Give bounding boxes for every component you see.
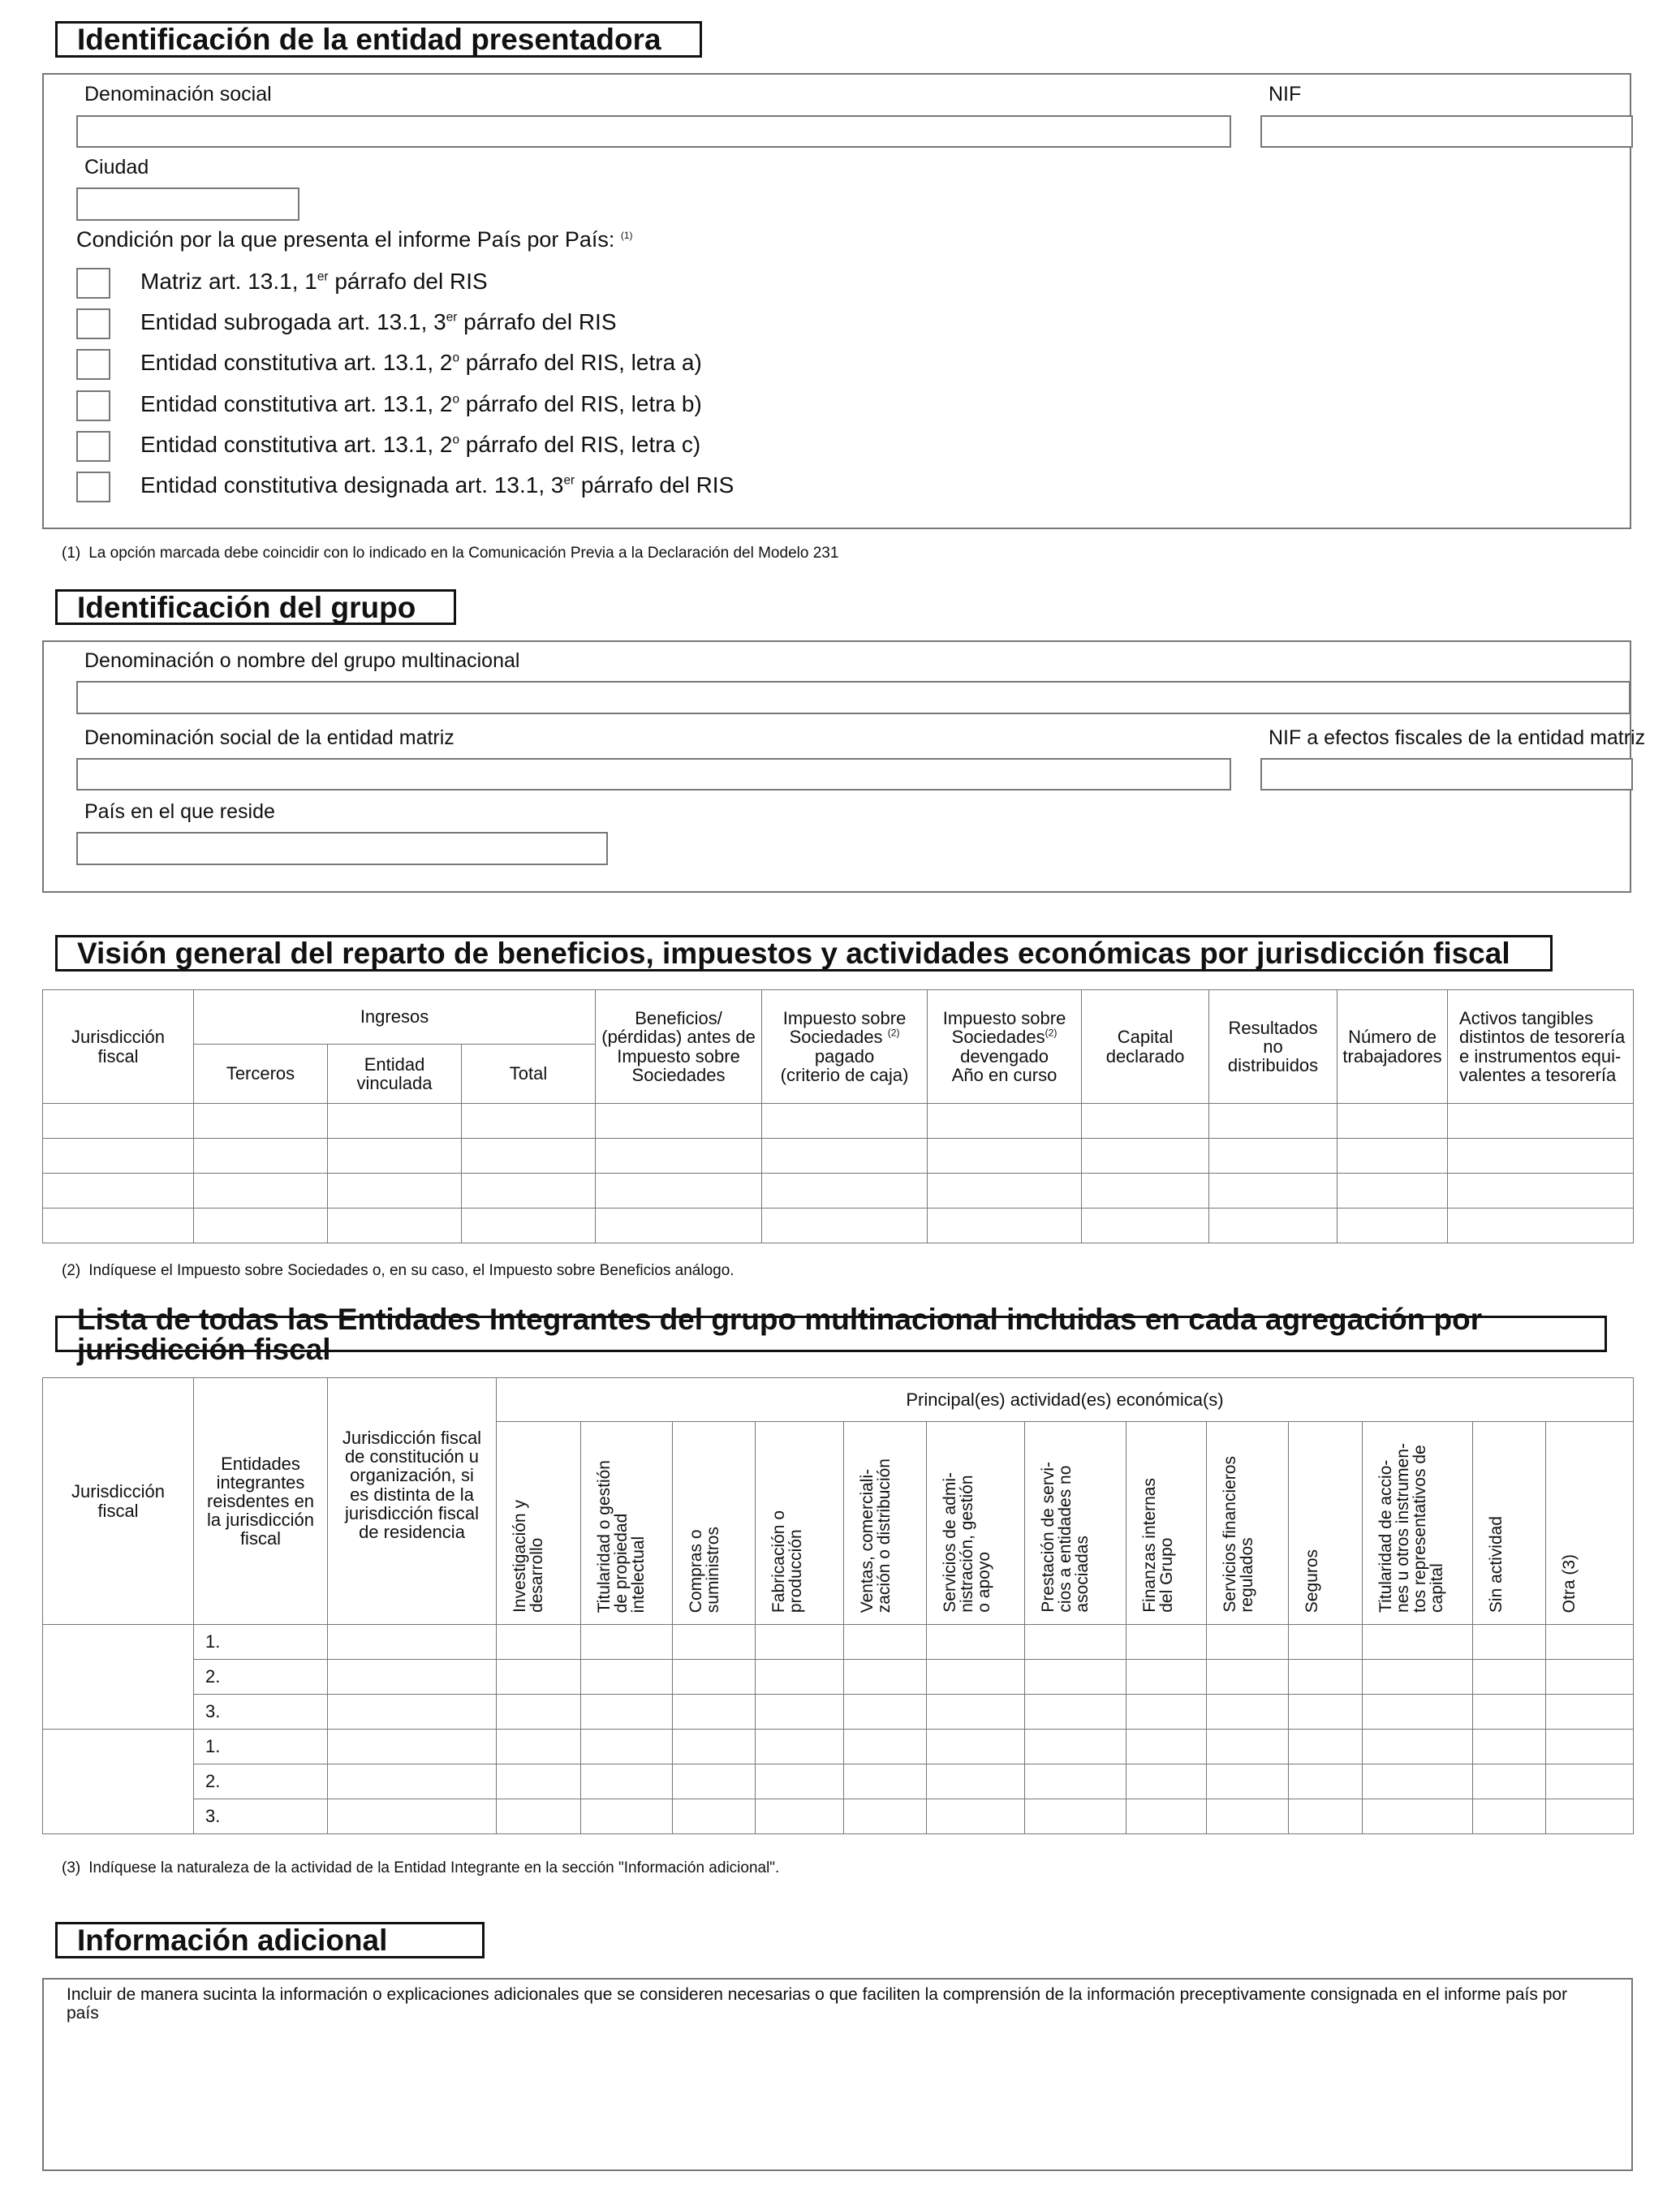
table-cell[interactable] [1025, 1764, 1126, 1799]
condicion-option-sup: o [452, 351, 460, 365]
table-cell[interactable] [1209, 1209, 1338, 1243]
table-cell[interactable] [844, 1799, 927, 1834]
table-cell[interactable] [1209, 1139, 1338, 1174]
table-cell[interactable] [1289, 1660, 1363, 1695]
table-cell[interactable] [1025, 1625, 1126, 1660]
condicion-checkbox[interactable] [76, 268, 110, 299]
footnote-1-text: La opción marcada debe coincidir con lo indicado en la Comunicación Previa a la Declaración del Modelo 231 [88, 545, 839, 562]
col-activity-header [1289, 1422, 1363, 1625]
table-cell[interactable] [581, 1764, 673, 1799]
condicion-checkbox[interactable] [76, 472, 110, 502]
col-activity-label: Fabricación o producción [769, 1510, 805, 1613]
condicion-option-sup: er [317, 269, 329, 284]
table-cell[interactable] [1082, 1209, 1209, 1243]
nif-field[interactable] [1260, 115, 1633, 148]
condicion-option-post: párrafo del RIS, letra b) [459, 391, 702, 416]
condicion-option-post: párrafo del RIS [328, 269, 488, 294]
col-impuesto-pagado-ref: (2) [887, 1028, 900, 1040]
table-cell[interactable] [596, 1104, 762, 1139]
table-cell[interactable] [328, 1104, 462, 1139]
footnote-2 [62, 1262, 734, 1280]
table-cell[interactable] [927, 1695, 1025, 1730]
table-row [43, 1695, 1634, 1730]
section-title-text: Lista de todas las Entidades Integrantes del grupo multinacional incluidas en cada agregación por jurisdicción fiscal [77, 1302, 1483, 1366]
table-cell[interactable] [756, 1625, 844, 1660]
col-activity-header [1126, 1422, 1207, 1625]
table-cell[interactable] [596, 1174, 762, 1209]
table-row [43, 1104, 1634, 1139]
condicion-option-pre: Matriz art. 13.1, 1 [140, 269, 317, 294]
table-row [43, 1174, 1634, 1209]
table-cell[interactable] [1207, 1660, 1289, 1695]
nif-matriz-label: NIF a efectos fiscales de la entidad matriz [1269, 726, 1646, 749]
col-total: Total [462, 1045, 596, 1104]
table-cell[interactable] [1126, 1660, 1207, 1695]
condicion-option-sup: o [452, 433, 460, 447]
informacion-adicional-instructions: Incluir de manera sucinta la información o explicaciones adicionales que se consideren necesarias o que faciliten la comprensión de la información preceptivamente consignada en el informe país por país [67, 1985, 1568, 2023]
table-cell[interactable] [927, 1730, 1025, 1764]
condicion-option-label [140, 350, 702, 376]
entidad-matriz-label: Denominación social de la entidad matriz [84, 726, 454, 749]
table-cell[interactable] [1546, 1695, 1634, 1730]
table-cell[interactable] [581, 1660, 673, 1695]
table-cell[interactable] [1363, 1625, 1473, 1660]
table-cell[interactable] [844, 1660, 927, 1695]
footnote-2-number: (2) [62, 1262, 81, 1279]
table-cell[interactable] [462, 1174, 596, 1209]
condicion-option-sup: er [563, 473, 575, 488]
denominacion-social-label: Denominación social [84, 83, 272, 106]
table-cell[interactable] [194, 1174, 328, 1209]
footnote-1 [62, 545, 838, 562]
table-cell[interactable] [43, 1209, 194, 1243]
table-cell[interactable] [462, 1139, 596, 1174]
col-activity-label: Servicios financieros regulados [1221, 1456, 1256, 1613]
condicion-option-label [140, 432, 700, 458]
table-cell[interactable] [1546, 1764, 1634, 1799]
table-cell[interactable] [756, 1799, 844, 1834]
row-number[interactable]: 2. [194, 1660, 328, 1695]
table-cell[interactable] [1338, 1209, 1448, 1243]
condicion-option-label [140, 309, 617, 335]
table-cell[interactable] [1448, 1104, 1634, 1139]
table-row [43, 1209, 1634, 1243]
table-cell[interactable] [328, 1730, 497, 1764]
condicion-option-pre: Entidad constitutiva art. 13.1, 2 [140, 391, 453, 416]
table-cell[interactable] [1338, 1174, 1448, 1209]
col-activity-label: Ventas, comerciali- zación o distribución [858, 1458, 894, 1613]
col-activos-tangibles: Activos tangibles distintos de tesorería e instrumentos equi- valentes a tesorería [1448, 990, 1634, 1104]
table-cell[interactable] [497, 1764, 581, 1799]
table-cell[interactable] [1363, 1695, 1473, 1730]
col-jurisdiccion-fiscal: Jurisdicción fiscal [43, 1378, 194, 1625]
table-cell[interactable] [194, 1104, 328, 1139]
condicion-option-post: párrafo del RIS, letra a) [459, 350, 702, 375]
grupo-multinacional-label: Denominación o nombre del grupo multinacional [84, 649, 520, 672]
condicion-option-sup: er [446, 310, 458, 325]
condicion-ref: (1) [620, 230, 633, 241]
col-impuesto-pagado-text: Impuesto sobre Sociedades [782, 1008, 907, 1048]
table-cell[interactable] [1473, 1730, 1546, 1764]
row-number[interactable]: 2. [194, 1764, 328, 1799]
table-row [43, 1799, 1634, 1834]
table-cell[interactable] [1546, 1799, 1634, 1834]
table-cell[interactable] [1546, 1730, 1634, 1764]
table-row [43, 1625, 1634, 1660]
col-entidad-vinculada: Entidad vinculada [328, 1045, 462, 1104]
table-cell[interactable] [1209, 1174, 1338, 1209]
col-impuesto-devengado-text2: devengado Año en curso [951, 1045, 1058, 1085]
jurisdiccion-cell[interactable] [43, 1625, 194, 1730]
table-cell[interactable] [1363, 1764, 1473, 1799]
table-row [43, 1660, 1634, 1695]
table-cell[interactable] [1207, 1730, 1289, 1764]
col-beneficios: Beneficios/ (pérdidas) antes de Impuesto sobre Sociedades [596, 990, 762, 1104]
table-cell[interactable] [1546, 1660, 1634, 1695]
table-cell[interactable] [844, 1625, 927, 1660]
table-cell[interactable] [1025, 1695, 1126, 1730]
table-cell[interactable] [43, 1174, 194, 1209]
condicion-option-label [140, 269, 488, 295]
col-impuesto-pagado-text2: pagado (criterio de caja) [780, 1045, 909, 1085]
table-cell[interactable] [927, 1764, 1025, 1799]
nif-label: NIF [1269, 83, 1302, 106]
pais-reside-field[interactable] [76, 832, 608, 865]
table-cell[interactable] [1289, 1695, 1363, 1730]
section-title-informacion-adicional [55, 1922, 485, 1958]
col-capital-declarado: Capital declarado [1082, 990, 1209, 1104]
condicion-option-pre: Entidad subrogada art. 13.1, 3 [140, 309, 446, 334]
table-cell[interactable] [462, 1209, 596, 1243]
col-activity-label: Investigación y desarrollo [510, 1500, 546, 1613]
section-title-identificacion-grupo [55, 589, 456, 625]
table-cell[interactable] [1082, 1139, 1209, 1174]
col-activity-header [497, 1422, 581, 1625]
table-cell[interactable] [1473, 1799, 1546, 1834]
table-cell[interactable] [762, 1104, 928, 1139]
table-cell[interactable] [762, 1209, 928, 1243]
table-cell[interactable] [1289, 1764, 1363, 1799]
section-title-text: Información adicional [77, 1924, 388, 1957]
col-numero-trabajadores: Número de trabajadores [1338, 990, 1448, 1104]
table-cell[interactable] [328, 1799, 497, 1834]
table-cell[interactable] [497, 1730, 581, 1764]
table-cell[interactable] [596, 1139, 762, 1174]
table-cell[interactable] [1473, 1764, 1546, 1799]
table-cell[interactable] [1546, 1625, 1634, 1660]
col-activity-header [673, 1422, 756, 1625]
col-activity-label: Seguros [1303, 1549, 1321, 1613]
table-cell[interactable] [497, 1799, 581, 1834]
table-cell[interactable] [673, 1764, 756, 1799]
table-cell[interactable] [1126, 1764, 1207, 1799]
table-cell[interactable] [756, 1764, 844, 1799]
col-activity-label: Titularidad de accio- nes u otros instrumen- tos representativos de capital [1376, 1443, 1446, 1613]
table-cell[interactable] [1209, 1104, 1338, 1139]
table-cell[interactable] [928, 1104, 1082, 1139]
col-principal-actividad: Principal(es) actividad(es) económica(s) [497, 1378, 1634, 1422]
table-cell[interactable] [596, 1209, 762, 1243]
col-activity-header [1546, 1422, 1634, 1625]
grupo-multinacional-field[interactable] [76, 681, 1630, 714]
col-impuesto-devengado-ref: (2) [1045, 1028, 1058, 1040]
table-cell[interactable] [756, 1730, 844, 1764]
table-cell[interactable] [762, 1139, 928, 1174]
row-number[interactable]: 1. [194, 1730, 328, 1764]
table-cell[interactable] [673, 1625, 756, 1660]
table-cell[interactable] [673, 1730, 756, 1764]
col-activity-header [756, 1422, 844, 1625]
table-cell[interactable] [581, 1625, 673, 1660]
table-row [43, 1139, 1634, 1174]
table-cell[interactable] [762, 1174, 928, 1209]
col-activity-label: Prestación de servi- cios a entidades no asociadas [1039, 1462, 1092, 1613]
ciudad-field[interactable] [76, 187, 299, 221]
condicion-option-post: párrafo del RIS, letra c) [459, 432, 701, 457]
col-activity-header [1473, 1422, 1546, 1625]
table-cell[interactable] [1207, 1764, 1289, 1799]
pais-reside-label: País en el que reside [84, 800, 275, 823]
table-cell[interactable] [1289, 1799, 1363, 1834]
col-activity-label: Titularidad o gestión de propiedad intelectual [595, 1459, 648, 1613]
table-cell[interactable] [194, 1209, 328, 1243]
condicion-checkbox[interactable] [76, 349, 110, 380]
table-cell[interactable] [1082, 1104, 1209, 1139]
table-cell[interactable] [927, 1799, 1025, 1834]
condicion-checkbox[interactable] [76, 308, 110, 339]
table-cell[interactable] [1289, 1730, 1363, 1764]
table-cell[interactable] [1338, 1104, 1448, 1139]
table-cell[interactable] [1082, 1174, 1209, 1209]
col-activity-header [1207, 1422, 1289, 1625]
col-entidades-integrantes: Entidades integrantes reisdentes en la jurisdicción fiscal [194, 1378, 328, 1625]
jurisdiccion-cell[interactable] [43, 1730, 194, 1834]
condicion-option-label [140, 472, 734, 498]
table-cell[interactable] [328, 1174, 462, 1209]
col-impuesto-devengado [928, 990, 1082, 1104]
table-cell[interactable] [1363, 1799, 1473, 1834]
table-cell[interactable] [328, 1209, 462, 1243]
table-cell[interactable] [462, 1104, 596, 1139]
condicion-option-pre: Entidad constitutiva art. 13.1, 2 [140, 432, 453, 457]
row-number[interactable]: 3. [194, 1799, 328, 1834]
section-title-text: Identificación de la entidad presentadora [77, 23, 661, 56]
row-number[interactable]: 1. [194, 1625, 328, 1660]
table-cell[interactable] [756, 1660, 844, 1695]
table-cell[interactable] [328, 1139, 462, 1174]
col-activity-label: Compras o suministros [687, 1526, 722, 1613]
table-cell[interactable] [328, 1625, 497, 1660]
condicion-checkbox[interactable] [76, 390, 110, 421]
table-cell[interactable] [1473, 1695, 1546, 1730]
col-impuesto-pagado [762, 990, 928, 1104]
table-cell[interactable] [1207, 1799, 1289, 1834]
table-cell[interactable] [1448, 1174, 1634, 1209]
ciudad-label: Ciudad [84, 156, 149, 179]
section-title-text: Identificación del grupo [77, 590, 416, 624]
table-cell[interactable] [581, 1730, 673, 1764]
nif-matriz-field[interactable] [1260, 758, 1633, 791]
section-title-lista-entidades [55, 1302, 1607, 1366]
col-activity-label: Finanzas internas del Grupo [1140, 1478, 1176, 1613]
col-activity-header [927, 1422, 1025, 1625]
table-cell[interactable] [1448, 1139, 1634, 1174]
table-cell[interactable] [581, 1695, 673, 1730]
table-cell[interactable] [1338, 1139, 1448, 1174]
col-jurisdiccion-constitucion: Jurisdicción fiscal de constitución u organización, si es distinta de la jurisdicción fiscal de residencia [328, 1378, 497, 1625]
table-cell[interactable] [581, 1799, 673, 1834]
condicion-option-label [140, 391, 702, 417]
table-cell[interactable] [1126, 1799, 1207, 1834]
table-cell[interactable] [844, 1730, 927, 1764]
table-cell[interactable] [1207, 1695, 1289, 1730]
entidad-matriz-field[interactable] [76, 758, 1231, 791]
table-cell[interactable] [1025, 1660, 1126, 1695]
col-activity-header [1363, 1422, 1473, 1625]
table-cell[interactable] [1126, 1730, 1207, 1764]
table-cell[interactable] [927, 1625, 1025, 1660]
footnote-1-number: (1) [62, 545, 81, 562]
col-ingresos: Ingresos [194, 990, 596, 1045]
table-cell[interactable] [1448, 1209, 1634, 1243]
condicion-option-post: párrafo del RIS [575, 472, 734, 498]
table-cell[interactable] [673, 1695, 756, 1730]
condicion-option-post: párrafo del RIS [457, 309, 617, 334]
table-cell[interactable] [328, 1660, 497, 1695]
condicion-label [76, 227, 633, 252]
col-impuesto-devengado-text: Impuesto sobre Sociedades [942, 1008, 1066, 1048]
table-cell[interactable] [328, 1764, 497, 1799]
footnote-2-text: Indíquese el Impuesto sobre Sociedades o, en su caso, el Impuesto sobre Beneficios análogo. [88, 1262, 734, 1279]
table-row [43, 1730, 1634, 1764]
row-number[interactable]: 3. [194, 1695, 328, 1730]
condicion-option-sup: o [452, 392, 460, 407]
table-cell[interactable] [1289, 1625, 1363, 1660]
table-cell[interactable] [928, 1139, 1082, 1174]
table-cell[interactable] [1363, 1660, 1473, 1695]
col-activity-header [581, 1422, 673, 1625]
section-title-vision-general [55, 935, 1553, 972]
table-cell[interactable] [1126, 1695, 1207, 1730]
section-title-entidad-presentadora [55, 21, 702, 58]
table-cell[interactable] [497, 1695, 581, 1730]
table-cell[interactable] [1363, 1730, 1473, 1764]
condicion-checkbox[interactable] [76, 431, 110, 462]
condicion-option-pre: Entidad constitutiva art. 13.1, 2 [140, 350, 453, 375]
entidades-integrantes-table [42, 1377, 1634, 1834]
table-cell[interactable] [1025, 1730, 1126, 1764]
col-activity-label: Sin actividad [1487, 1515, 1506, 1613]
table-cell[interactable] [43, 1139, 194, 1174]
table-cell[interactable] [673, 1660, 756, 1695]
table-cell[interactable] [1207, 1625, 1289, 1660]
col-resultados-no-distribuidos: Resultados no distribuidos [1209, 990, 1338, 1104]
table-cell[interactable] [844, 1695, 927, 1730]
footnote-3 [62, 1859, 779, 1877]
condicion-option-pre: Entidad constitutiva designada art. 13.1, 3 [140, 472, 564, 498]
condicion-label-text: Condición por la que presenta el informe País por País: [76, 227, 615, 252]
vision-general-table [42, 989, 1634, 1243]
footnote-3-number: (3) [62, 1859, 81, 1876]
table-cell[interactable] [1025, 1799, 1126, 1834]
table-cell[interactable] [497, 1625, 581, 1660]
footnote-3-text: Indíquese la naturaleza de la actividad de la Entidad Integrante en la sección "Información adicional". [88, 1859, 780, 1876]
table-cell[interactable] [1126, 1625, 1207, 1660]
table-cell[interactable] [194, 1139, 328, 1174]
table-cell[interactable] [927, 1660, 1025, 1695]
col-activity-label: Servicios de admi- nistración, gestión o apoyo [941, 1472, 993, 1613]
table-cell[interactable] [1473, 1660, 1546, 1695]
col-activity-header [844, 1422, 927, 1625]
table-row [43, 1764, 1634, 1799]
denominacion-social-field[interactable] [76, 115, 1231, 148]
table-cell[interactable] [43, 1104, 194, 1139]
table-cell[interactable] [1473, 1625, 1546, 1660]
col-activity-label: Otra (3) [1560, 1553, 1579, 1613]
table-cell[interactable] [756, 1695, 844, 1730]
table-cell[interactable] [844, 1764, 927, 1799]
col-activity-header [1025, 1422, 1126, 1625]
table-cell[interactable] [928, 1174, 1082, 1209]
table-cell[interactable] [928, 1209, 1082, 1243]
table-cell[interactable] [497, 1660, 581, 1695]
table-cell[interactable] [328, 1695, 497, 1730]
col-terceros: Terceros [194, 1045, 328, 1104]
section-title-text: Visión general del reparto de beneficios, impuestos y actividades económicas por jurisdicción fiscal [77, 937, 1510, 970]
col-jurisdiccion-fiscal: Jurisdicción fiscal [43, 990, 194, 1104]
table-cell[interactable] [673, 1799, 756, 1834]
